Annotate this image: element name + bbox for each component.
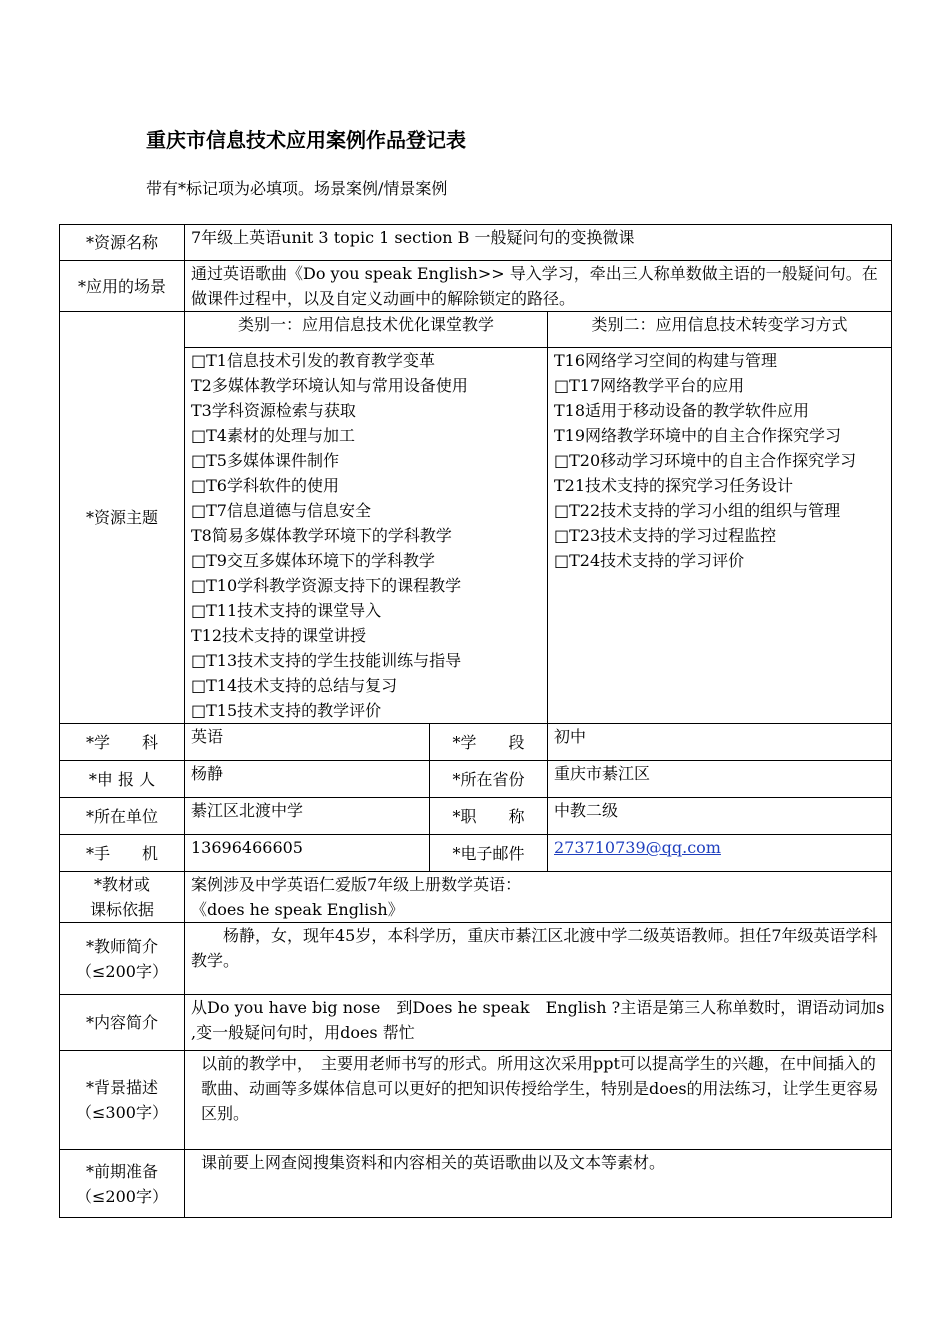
resource-name-label: *资源名称 <box>60 225 185 261</box>
topic-item[interactable]: □T13技术支持的学生技能训练与指导 <box>191 651 462 670</box>
category-two-heading: 类别二：应用信息技术转变学习方式 <box>548 312 892 348</box>
topic-item[interactable]: T16网络学习空间的构建与管理 <box>554 351 778 370</box>
teacher-intro-label-line2: （≤200字） <box>76 961 168 981</box>
preparation-label <box>60 1150 185 1218</box>
teacher-intro-label-line1: *教师简介 <box>85 936 158 956</box>
topic-item[interactable]: T3学科资源检索与获取 <box>191 401 356 420</box>
stage-value[interactable]: 初中 <box>548 724 892 761</box>
topic-item[interactable]: □T9交互多媒体环境下的学科教学 <box>191 551 435 570</box>
topic-item[interactable]: □T14技术支持的总结与复习 <box>191 676 398 695</box>
unit-label: *所在单位 <box>60 798 185 835</box>
textbook-value[interactable]: 案例涉及中学英语仁爱版7年级上册数学英语： 《does he speak English》 <box>185 872 892 923</box>
content-intro-label: *内容简介 <box>60 995 185 1051</box>
topic-item[interactable]: T19网络教学环境中的自主合作探究学习 <box>554 426 842 445</box>
topic-item[interactable]: □T17网络教学平台的应用 <box>554 376 745 395</box>
topic-item[interactable]: □T15技术支持的教学评价 <box>191 701 382 720</box>
email-label: *电子邮件 <box>430 835 548 872</box>
preparation-label-line1: *前期准备 <box>85 1161 158 1181</box>
topic-item[interactable]: □T7信息道德与信息安全 <box>191 501 371 520</box>
topic-item[interactable]: □T6学科软件的使用 <box>191 476 339 495</box>
topic-label: *资源主题 <box>60 312 185 724</box>
textbook-label <box>60 872 185 923</box>
topic-item[interactable]: T21技术支持的探究学习任务设计 <box>554 476 794 495</box>
category-one-list <box>191 348 541 723</box>
row-teacher-intro <box>60 923 892 995</box>
phone-label: *手 机 <box>60 835 185 872</box>
scene-value[interactable]: 通过英语歌曲《Do you speak English>> 导入学习，牵出三人称单数做主语的一般疑问句。在做课件过程中，以及自定义动画中的解除锁定的路径。 <box>185 261 892 312</box>
background-label <box>60 1051 185 1150</box>
category-two-list-cell <box>548 348 892 724</box>
subject-value[interactable]: 英语 <box>185 724 430 761</box>
registration-form-table <box>59 224 892 1218</box>
row-unit <box>60 798 892 835</box>
topic-item[interactable]: T18适用于移动设备的教学软件应用 <box>554 401 810 420</box>
email-value-cell <box>548 835 892 872</box>
row-phone <box>60 835 892 872</box>
page-title: 重庆市信息技术应用案例作品登记表 <box>146 128 466 152</box>
topic-item[interactable]: □T11技术支持的课堂导入 <box>191 601 382 620</box>
topic-item[interactable]: □T5多媒体课件制作 <box>191 451 339 470</box>
row-preparation <box>60 1150 892 1218</box>
row-textbook <box>60 872 892 923</box>
province-value[interactable]: 重庆市綦江区 <box>548 761 892 798</box>
background-label-line1: *背景描述 <box>85 1078 158 1097</box>
preparation-label-line2: （≤200字） <box>76 1186 168 1206</box>
row-applicant <box>60 761 892 798</box>
topic-item[interactable]: T8简易多媒体教学环境下的学科教学 <box>191 526 452 545</box>
preparation-value[interactable]: 课前要上网查阅搜集资料和内容相关的英语歌曲以及文本等素材。 <box>185 1150 892 1218</box>
unit-value[interactable]: 綦江区北渡中学 <box>185 798 430 835</box>
category-two-list <box>554 348 885 573</box>
subject-label: *学 科 <box>60 724 185 761</box>
phone-value[interactable]: 13696466605 <box>185 835 430 872</box>
title-rank-value[interactable]: 中教二级 <box>548 798 892 835</box>
teacher-intro-value[interactable]: 杨静，女，现年45岁，本科学历，重庆市綦江区北渡中学二级英语教师。担任7年级英语学科教学。 <box>185 923 892 995</box>
topic-item[interactable]: □T24技术支持的学习评价 <box>554 551 745 570</box>
teacher-intro-label <box>60 923 185 995</box>
row-resource-name <box>60 225 892 261</box>
title-rank-label: *职 称 <box>430 798 548 835</box>
row-content-intro <box>60 995 892 1051</box>
topic-item[interactable]: □T10学科教学资源支持下的课程教学 <box>191 576 462 595</box>
topic-item[interactable]: □T1信息技术引发的教育教学变革 <box>191 351 435 370</box>
page-subtitle: 带有*标记项为必填项。场景案例/情景案例 <box>146 179 448 198</box>
content-intro-value[interactable]: 从Do you have big nose 到Does he speak English ?主语是第三人称单数时，谓语动词加s ,变一般疑问句时，用does 帮忙 <box>185 995 892 1051</box>
category-one-heading: 类别一：应用信息技术优化课堂教学 <box>185 312 548 348</box>
topic-item[interactable]: □T4素材的处理与加工 <box>191 426 355 445</box>
province-label: *所在省份 <box>430 761 548 798</box>
applicant-label: *申 报 人 <box>60 761 185 798</box>
topic-item[interactable]: T12技术支持的课堂讲授 <box>191 626 367 645</box>
stage-label: *学 段 <box>430 724 548 761</box>
background-label-line2: （≤300字） <box>76 1103 168 1122</box>
textbook-label-line1: *教材或 <box>93 875 150 894</box>
textbook-label-line2: 课标依据 <box>89 900 154 919</box>
topic-item[interactable]: □T20移动学习环境中的自主合作探究学习 <box>554 451 857 470</box>
row-background <box>60 1051 892 1150</box>
row-scene <box>60 261 892 312</box>
background-value[interactable]: 以前的教学中， 主要用老师书写的形式。所用这次采用ppt可以提高学生的兴趣，在中间插入的歌曲、动画等多媒体信息可以更好的把知识传授给学生，特别是does的用法练习，让学生更容易区别。 <box>185 1051 892 1150</box>
topic-item[interactable]: T2多媒体教学环境认知与常用设备使用 <box>191 376 468 395</box>
topic-item[interactable]: □T22技术支持的学习小组的组织与管理 <box>554 501 841 520</box>
category-one-list-cell <box>185 348 548 724</box>
resource-name-value[interactable]: 7年级上英语unit 3 topic 1 section B 一般疑问句的变换微课 <box>185 225 892 261</box>
email-link[interactable]: 273710739@qq.com <box>554 838 721 857</box>
topic-item[interactable]: □T23技术支持的学习过程监控 <box>554 526 777 545</box>
applicant-value[interactable]: 杨静 <box>185 761 430 798</box>
row-topic-lists <box>60 348 892 724</box>
row-subject <box>60 724 892 761</box>
scene-label: *应用的场景 <box>60 261 185 312</box>
row-topic-categories <box>60 312 892 348</box>
